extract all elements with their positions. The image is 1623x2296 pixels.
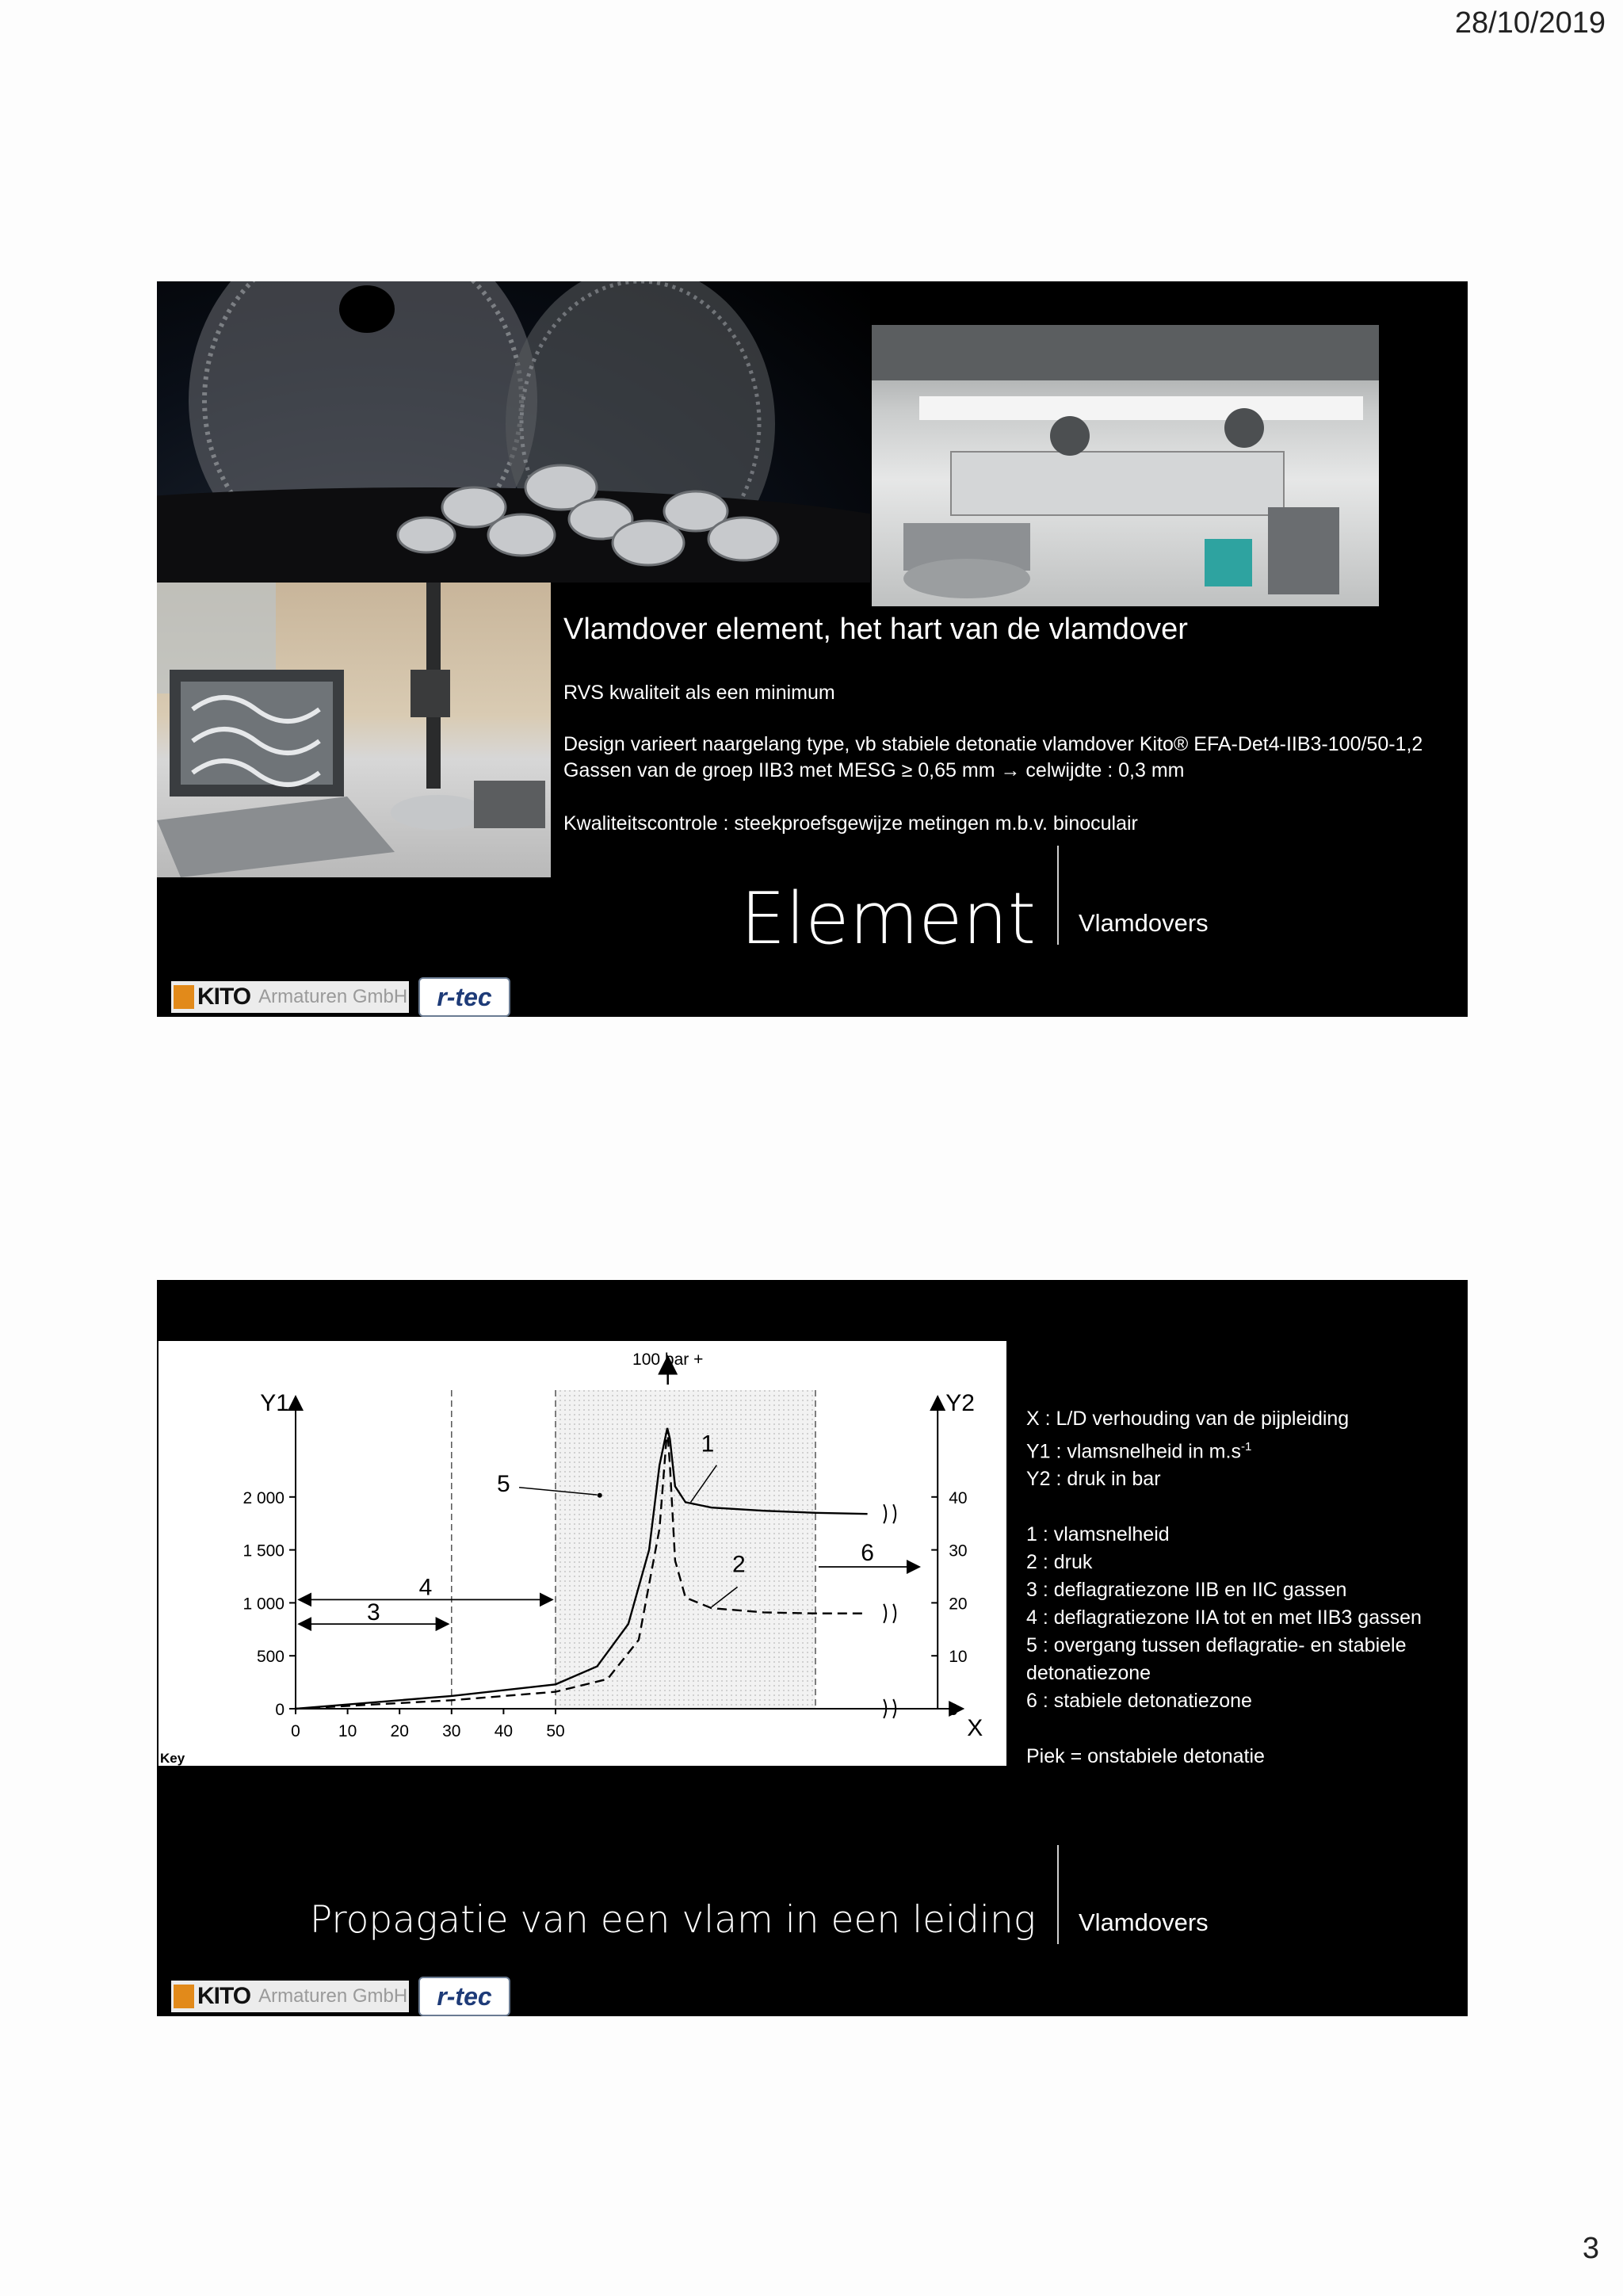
slide1-line-4: Kwaliteitscontrole : steekproefsgewijze metingen m.b.v. binoculair: [563, 812, 1138, 835]
slide1-title: Element: [740, 877, 1036, 961]
kito-logo: [171, 981, 409, 1013]
y1-tick-label: 2 000: [242, 1488, 285, 1507]
slide1-subtitle: Vlamdovers: [1079, 909, 1209, 937]
kito-flame-icon: [174, 985, 194, 1009]
zone-3-label: 3: [367, 1599, 380, 1626]
legend-spacer: [1026, 1493, 1458, 1521]
legend-x: X : L/D verhouding van de pijpleiding: [1026, 1408, 1350, 1430]
kito-logo-subtext: Armaturen GmbH: [258, 986, 408, 1007]
kito-flame-icon: [174, 1985, 194, 2008]
y2-tick-label: 40: [949, 1488, 968, 1507]
y2-tick-label: 10: [949, 1648, 968, 1667]
slide1-heading: Vlamdover element, het hart van de vlamdover: [563, 613, 1188, 646]
y1-axis-label: Y1: [260, 1390, 289, 1416]
key-label: Key: [160, 1751, 185, 1766]
y1-tick-label: 1 000: [242, 1595, 285, 1614]
x-axis-label: X: [967, 1715, 983, 1741]
series-1-label: 1: [701, 1431, 715, 1457]
y2-tick-label: 20: [949, 1595, 968, 1614]
legend-y1-text: Y1 : vlamsnelheid in m.s: [1026, 1440, 1241, 1463]
rtec-logo-2: r-tec: [418, 1977, 510, 2016]
kito-logo-subtext: Armaturen GmbH: [258, 1985, 408, 2007]
legend-2: 2 : druk: [1026, 1551, 1093, 1574]
rtec-logo: r-tec: [418, 977, 510, 1017]
chart-legend: [1026, 1405, 1458, 1771]
axis-break-mark: [884, 1604, 896, 1623]
slide1-line-3: Gassen van de groep IIB3 met MESG ≥ 0,65 mm → celwijdte : 0,3 mm: [563, 759, 1185, 781]
peak-label: 100 bar +: [632, 1350, 704, 1369]
legend-spacer-2: [1026, 1715, 1458, 1743]
page-date: 28/10/2019: [1454, 6, 1606, 40]
slide-propagation: [157, 1280, 1468, 2016]
y2-tick-label: 0: [949, 1701, 958, 1719]
legend-4: 4 : deflagratiezone IIA tot en met IIB3 gassen: [1026, 1606, 1422, 1629]
zone-6-label: 6: [861, 1539, 874, 1566]
y1-tick-label: 500: [256, 1648, 285, 1667]
y2-axis-label: Y2: [945, 1390, 975, 1416]
kito-logo-text: KITO: [197, 1983, 251, 2009]
chart-svg: [158, 1341, 1006, 1766]
slide1-line-2: Design varieert naargelang type, vb stabiele detonatie vlamdover Kito® EFA-Det4-IIB3-100/50-1,2: [563, 733, 1423, 755]
x-tick-label: 10: [338, 1722, 357, 1740]
series-2-label: 2: [732, 1551, 746, 1578]
legend-5: 5 : overgang tussen deflagratie- en stabiele detonatiezone: [1026, 1634, 1407, 1685]
slide2-subtitle: Vlamdovers: [1079, 1908, 1209, 1936]
x-tick-label: 30: [442, 1722, 461, 1740]
slide1-line-1: RVS kwaliteit als een minimum: [563, 682, 835, 704]
test-machine-photo: [872, 325, 1379, 606]
binocular-measurement-photo: [157, 583, 551, 877]
flame-arrester-elements-illustration: [157, 281, 870, 583]
flame-propagation-chart: [158, 1341, 1006, 1766]
laptop-microscope-illustration: [157, 583, 551, 877]
legend-3: 3 : deflagratiezone IIB en IIC gassen: [1026, 1579, 1347, 1602]
title-divider-2: [1057, 1845, 1059, 1944]
x-tick-label: 40: [494, 1722, 514, 1740]
flame-arrester-elements-photo: [157, 281, 870, 583]
y1-tick-label: 0: [275, 1701, 285, 1719]
x-tick-label: 20: [390, 1722, 409, 1740]
zone-5-label: 5: [497, 1471, 510, 1498]
slide-element: [157, 281, 1468, 1017]
kito-logo-2: [171, 1981, 409, 2012]
test-machine-illustration: [872, 325, 1379, 606]
x-tick-label: 0: [291, 1722, 300, 1740]
y1-tick-label: 1 500: [242, 1541, 285, 1561]
legend-1: 1 : vlamsnelheid: [1026, 1523, 1170, 1546]
x-tick-label: 50: [546, 1722, 565, 1740]
legend-y1: [1026, 1433, 1458, 1465]
zone-5-dot: [598, 1493, 602, 1498]
zone-4-label: 4: [418, 1574, 433, 1601]
legend-6: 6 : stabiele detonatiezone: [1026, 1690, 1252, 1713]
title-divider: [1057, 846, 1059, 945]
legend-y1-superscript: -1: [1240, 1440, 1252, 1454]
y2-tick-label: 30: [949, 1541, 968, 1561]
legend-y2: Y2 : druk in bar: [1026, 1468, 1161, 1491]
legend-peak: Piek = onstabiele detonatie: [1026, 1745, 1265, 1768]
kito-logo-text: KITO: [197, 984, 251, 1010]
slide2-title: Propagatie van een vlam in een leiding: [309, 1898, 1036, 1942]
axis-break-mark: [884, 1504, 896, 1523]
transition-zone-shading: [556, 1390, 815, 1709]
page-number: 3: [1582, 2232, 1599, 2265]
